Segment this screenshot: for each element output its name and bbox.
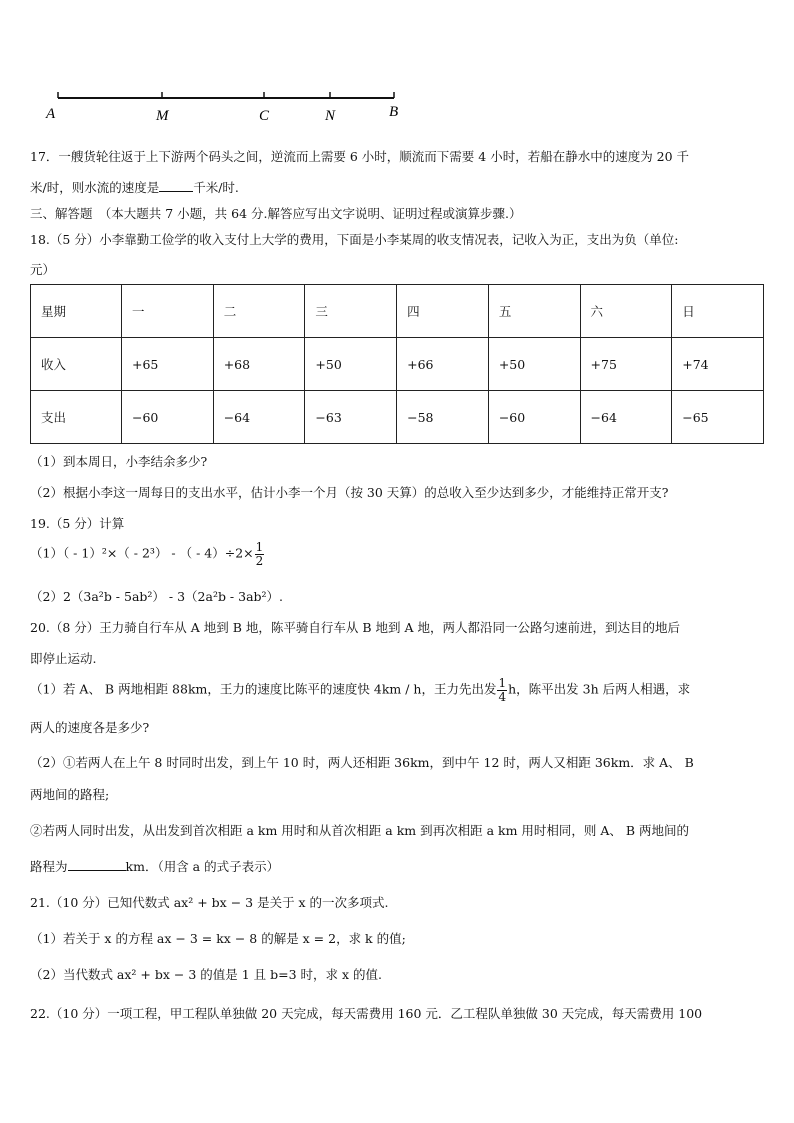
- q21-sub2: （2）当代数式 ax² + bx − 3 的值是 1 且 b=3 时，求 x 的值.: [30, 967, 383, 982]
- table-cell: 一: [122, 285, 214, 338]
- q20-sub1: [30, 677, 690, 703]
- q17-line2-text-b: 千米/时.: [193, 180, 239, 195]
- q19-sub1: [30, 541, 265, 567]
- table-cell: −60: [488, 391, 580, 444]
- fraction-numerator: 1: [255, 540, 264, 554]
- q18-sub1: （1）到本周日，小李结余多少?: [30, 454, 208, 469]
- point-label-B: B: [389, 104, 399, 120]
- q17-answer-blank: [159, 191, 193, 192]
- table-cell: 三: [305, 285, 397, 338]
- table-cell: 支出: [31, 391, 122, 444]
- number-line-figure: [40, 86, 410, 126]
- table-cell: +65: [122, 338, 214, 391]
- table-cell: −60: [122, 391, 214, 444]
- point-label-N: N: [325, 108, 336, 124]
- table-cell: 二: [213, 285, 305, 338]
- table-cell: +66: [397, 338, 489, 391]
- fraction-denominator: 4: [498, 689, 507, 704]
- table-header-row: [31, 285, 764, 338]
- table-cell: 六: [580, 285, 672, 338]
- q20-line1: 20.（8 分）王力骑自行车从 A 地到 B 地，陈平骑自行车从 B 地到 A 地，两人都沿同一公路匀速前进，到达目的地后: [30, 620, 681, 635]
- table-cell: +68: [213, 338, 305, 391]
- q20-sub2-line1: （2）①若两人在上午 8 时同时出发，到上午 10 时，两人还相距 36km，到中午 12 时，两人又相距 36km．求 A、 B: [30, 755, 694, 770]
- q18-line1: 18.（5 分）小李靠勤工俭学的收入支付上大学的费用，下面是小李某周的收支情况表，记收入为正，支出为负（单位:: [30, 232, 679, 247]
- table-row-expense: [31, 391, 764, 444]
- table-cell: 五: [488, 285, 580, 338]
- point-label-C: C: [259, 108, 270, 124]
- point-label-A: A: [46, 106, 56, 122]
- q20-sub1-text-a: （1）若 A、 B 两地相距 88km，王力的速度比陈平的速度快 4km / h，王力先出发: [30, 681, 497, 697]
- table-cell: 四: [397, 285, 489, 338]
- table-cell: 收入: [31, 338, 122, 391]
- table-cell: 星期: [31, 285, 122, 338]
- table-row-income: [31, 338, 764, 391]
- q22-line1: 22.（10 分）一项工程，甲工程队单独做 20 天完成，每天需费用 160 元．乙工程队单独做 30 天完成，每天需费用 100: [30, 1006, 703, 1021]
- q20-sub1-text-b: h，陈平出发 3h 后两人相遇，求: [508, 681, 691, 697]
- q18-line2: 元）: [30, 262, 56, 277]
- q20-sub3-line1: ②若两人同时出发，从出发到首次相距 a km 用时和从首次相距 a km 到再次相距 a km 用时相同，则 A、 B 两地间的: [30, 823, 690, 838]
- q17-line2: [30, 178, 239, 196]
- table-cell: +50: [305, 338, 397, 391]
- q20-fraction: [497, 677, 507, 703]
- income-expense-table: [30, 284, 764, 444]
- table-cell: +50: [488, 338, 580, 391]
- q20-sub3-text-b: km．（用含 a 的式子表示）: [125, 859, 280, 874]
- q20-sub3-line2: [30, 857, 279, 875]
- fraction-numerator: 1: [498, 676, 507, 690]
- q21-line1: 21.（10 分）已知代数式 ax² + bx − 3 是关于 x 的一次多项式.: [30, 895, 389, 910]
- q20-sub3-text-a: 路程为: [30, 859, 68, 874]
- point-label-M: M: [156, 108, 169, 124]
- q20-line2: 即停止运动.: [30, 651, 97, 666]
- table-cell: −65: [672, 391, 764, 444]
- table-cell: 日: [672, 285, 764, 338]
- q19-sub2: （2）2（3a²b - 5ab²） - 3（2a²b - 3ab²）.: [30, 589, 284, 604]
- q18-sub2: （2）根据小李这一周每日的支出水平，估计小李一个月（按 30 天算）的总收入至少达到多少，才能维持正常开支?: [30, 485, 669, 500]
- table-cell: +74: [672, 338, 764, 391]
- q19-sub1-expression: （1）（ - 1）²×（ - 2³） - （ - 4）÷2×: [30, 545, 254, 561]
- q17-line1: 17．一艘货轮往返于上下游两个码头之间，逆流而上需要 6 小时，顺流而下需要 4 小时，若船在静水中的速度为 20 千: [30, 149, 690, 164]
- table-cell: +75: [580, 338, 672, 391]
- q19-fraction: [255, 541, 265, 567]
- q21-sub1: （1）若关于 x 的方程 ax − 3 = kx − 8 的解是 x = 2，求 k 的值;: [30, 931, 406, 946]
- table-cell: −63: [305, 391, 397, 444]
- section-3-heading: 三、解答题 （本大题共 7 小题，共 64 分.解答应写出文字说明、证明过程或演算步骤.）: [30, 206, 522, 221]
- q20-sub1-line2: 两人的速度各是多少?: [30, 720, 150, 735]
- fraction-denominator: 2: [255, 553, 264, 568]
- table-cell: −58: [397, 391, 489, 444]
- q19-title: 19.（5 分）计算: [30, 516, 125, 531]
- table-cell: −64: [580, 391, 672, 444]
- q17-line2-text-a: 米/时，则水流的速度是: [30, 180, 160, 195]
- q20-answer-blank: [68, 870, 126, 871]
- q20-sub2-line2: 两地间的路程;: [30, 787, 110, 802]
- table-cell: −64: [213, 391, 305, 444]
